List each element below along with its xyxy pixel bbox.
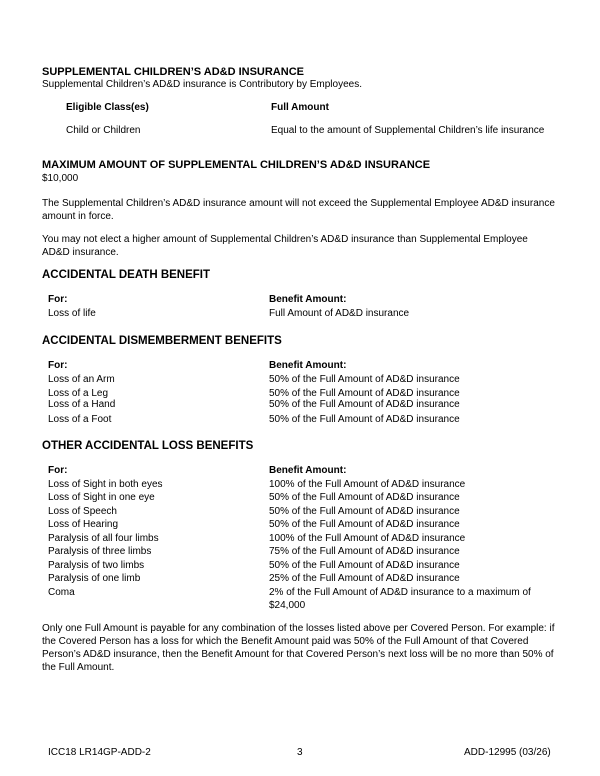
loss-cell: Paralysis of all four limbs <box>48 533 159 544</box>
benefit-cell: 50% of the Full Amount of AD&D insurance <box>269 519 460 530</box>
footer-page-number: 3 <box>297 747 303 758</box>
maximum-para-1: The Supplemental Children’s AD&D insurance amount will not exceed the Supplemental Employee AD&D insurance amount in force. <box>42 198 555 222</box>
dismemberment-title: ACCIDENTAL DISMEMBERMENT BENEFITS <box>42 335 282 347</box>
benefit-cell: 50% of the Full Amount of AD&D insurance <box>269 492 460 503</box>
other-benefit-header: Benefit Amount: <box>269 465 347 476</box>
loss-cell: Loss of Sight in both eyes <box>48 479 163 490</box>
footer-form-id: ICC18 LR14GP-ADD-2 <box>48 747 151 758</box>
benefit-cell: 100% of the Full Amount of AD&D insurance <box>269 479 466 490</box>
death-for-header: For: <box>48 294 68 305</box>
loss-cell: Loss of Hearing <box>48 519 119 530</box>
loss-cell: Loss of a Foot <box>48 414 112 425</box>
children-add-title: SUPPLEMENTAL CHILDREN’S AD&D INSURANCE <box>42 66 304 78</box>
loss-cell: Paralysis of three limbs <box>48 546 152 557</box>
loss-cell: Loss of a Leg <box>48 388 109 399</box>
maximum-title: MAXIMUM AMOUNT OF SUPPLEMENTAL CHILDREN’S AD&D INSURANCE <box>42 159 431 171</box>
dismemberment-benefit-header: Benefit Amount: <box>269 360 347 371</box>
maximum-para-2: You may not elect a higher amount of Supplemental Children’s AD&D insurance than Supplemental Employee AD&D insurance. <box>42 234 528 258</box>
benefit-cell: 50% of the Full Amount of AD&D insurance <box>269 506 460 517</box>
death-title: ACCIDENTAL DEATH BENEFIT <box>42 269 211 281</box>
maximum-amount: $10,000 <box>42 173 79 184</box>
loss-cell: Loss of Sight in one eye <box>48 492 155 503</box>
benefit-cell: Full Amount of AD&D insurance <box>269 308 410 319</box>
full-amount-header: Full Amount <box>271 102 329 113</box>
loss-cell: Paralysis of two limbs <box>48 560 145 571</box>
children-add-subtitle: Supplemental Children’s AD&D insurance is Contributory by Employees. <box>42 79 362 90</box>
benefit-cell: 50% of the Full Amount of AD&D insurance <box>269 374 460 385</box>
benefit-cell: 50% of the Full Amount of AD&D insurance <box>269 560 460 571</box>
benefit-cell: 25% of the Full Amount of AD&D insurance <box>269 573 460 584</box>
footer-doc-code: ADD-12995 (03/26) <box>464 747 551 758</box>
benefit-cell: 75% of the Full Amount of AD&D insurance <box>269 546 460 557</box>
loss-cell: Loss of life <box>48 308 96 319</box>
benefit-cell: 100% of the Full Amount of AD&D insurance <box>269 533 466 544</box>
benefit-cell: 50% of the Full Amount of AD&D insurance <box>269 414 460 425</box>
eligible-class-value: Child or Children <box>66 125 141 136</box>
loss-cell: Paralysis of one limb <box>48 573 141 584</box>
death-benefit-header: Benefit Amount: <box>269 294 347 305</box>
loss-cell: Loss of a Hand <box>48 399 116 410</box>
loss-cell: Loss of Speech <box>48 506 117 517</box>
benefit-cell: 50% of the Full Amount of AD&D insurance <box>269 388 460 399</box>
other-title: OTHER ACCIDENTAL LOSS BENEFITS <box>42 440 254 452</box>
eligible-class-header: Eligible Class(es) <box>66 102 149 113</box>
loss-cell: Loss of an Arm <box>48 374 115 385</box>
other-for-header: For: <box>48 465 68 476</box>
loss-cell: Coma <box>48 587 75 598</box>
closing-paragraph: Only one Full Amount is payable for any combination of the losses listed above per Covered Person. For example: if the Covered Person has a loss for which the Benefit Amount paid was 50% of the Full Amount of that Covered Person’s AD&D insurance, then the Benefit Amount for that Covered Person’s next loss will be no more than 50% of the Full Amount. <box>42 623 555 673</box>
benefit-cell: 2% of the Full Amount of AD&D insurance to a maximum of $24,000 <box>269 587 531 611</box>
full-amount-value: Equal to the amount of Supplemental Children’s life insurance <box>271 125 545 136</box>
dismemberment-for-header: For: <box>48 360 68 371</box>
benefit-cell: 50% of the Full Amount of AD&D insurance <box>269 399 460 410</box>
